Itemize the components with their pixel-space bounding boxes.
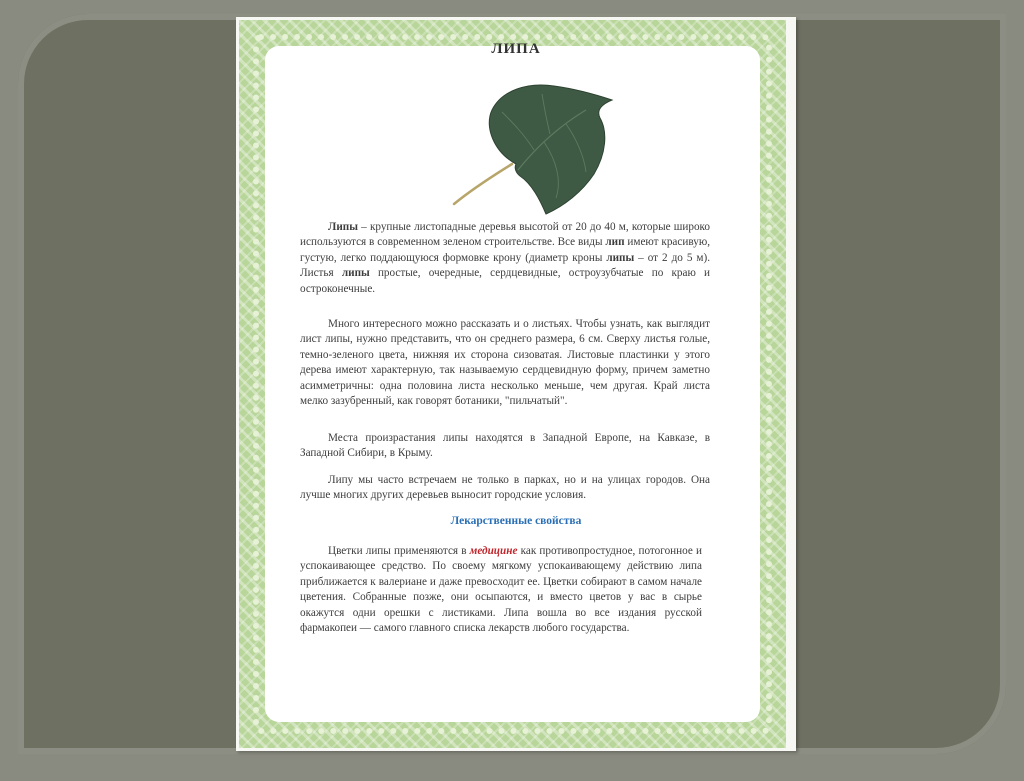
term-lipy: липы — [341, 267, 370, 280]
paragraph-urban: Липу мы часто встречаем не только в парках, но и на улицах городов. Она лучше многих других деревьев выносит городские условия. — [300, 474, 710, 502]
paragraph-description — [300, 220, 710, 297]
paragraph-medicinal — [300, 544, 702, 636]
paragraph-text: как противопростудное, потогонное и успокаивающее средство. По своему мягкому успокаивающему действию липа приближается к валериане и даже превосходит ее. Цветки собирают в самом начале цветения. Собранные позже, они осыпаются, и вместо цветов у вас в сырье окажутся одни орешки с листиками. Липа вошла во все издания русской фармакопеи — самого главного списка лекарств любого государства. — [300, 545, 702, 635]
section-heading: Лекарственные свойства — [450, 515, 582, 527]
paragraph-text: Цветки липы применяются в — [328, 545, 470, 557]
paragraph-text: простые, очередные, сердцевидные, остроузубчатые по краю и остроконечные. — [300, 267, 710, 295]
linden-leaf-icon — [416, 72, 636, 227]
paragraph-leaves: Много интересного можно рассказать и о листьях. Чтобы узнать, как выглядит лист липы, нужно представить, что он среднего размера, 6 см. Сверху листья голые, темно-зеленого цвета, нижняя их сторона сизоватая. Листовые пластинки у этого дерева имеют характерную, так называемую сердцевидную форму, причем заметно асимметричны: одна половина листа несколько меньше, чем другая. Край листа мелко зазубренный, как говорят ботаники, "пильчатый". — [300, 318, 710, 408]
document-page — [236, 17, 796, 751]
paragraph-text: – крупные листопадные деревья высотой от 20 до 40 м, которые широко используются в современном зеленом строительстве. Все виды — [300, 221, 710, 249]
paragraph-text: имеют красивую, густую, легко поддающуюся формовке крону (диаметр кроны — [300, 236, 710, 264]
term-lipy: липы — [606, 251, 635, 264]
paragraph-habitat: Места произрастания липы находятся в Западной Европе, на Кавказе, в Западной Сибири, в Крыму. — [300, 432, 710, 460]
paragraph-text: – от 2 до 5 м). Листья — [300, 251, 710, 280]
term-lipy: Липы — [328, 221, 358, 233]
highlight-medicine: медицине — [469, 545, 518, 557]
page-title: ЛИПА — [491, 41, 541, 57]
term-lip: лип — [605, 236, 625, 249]
